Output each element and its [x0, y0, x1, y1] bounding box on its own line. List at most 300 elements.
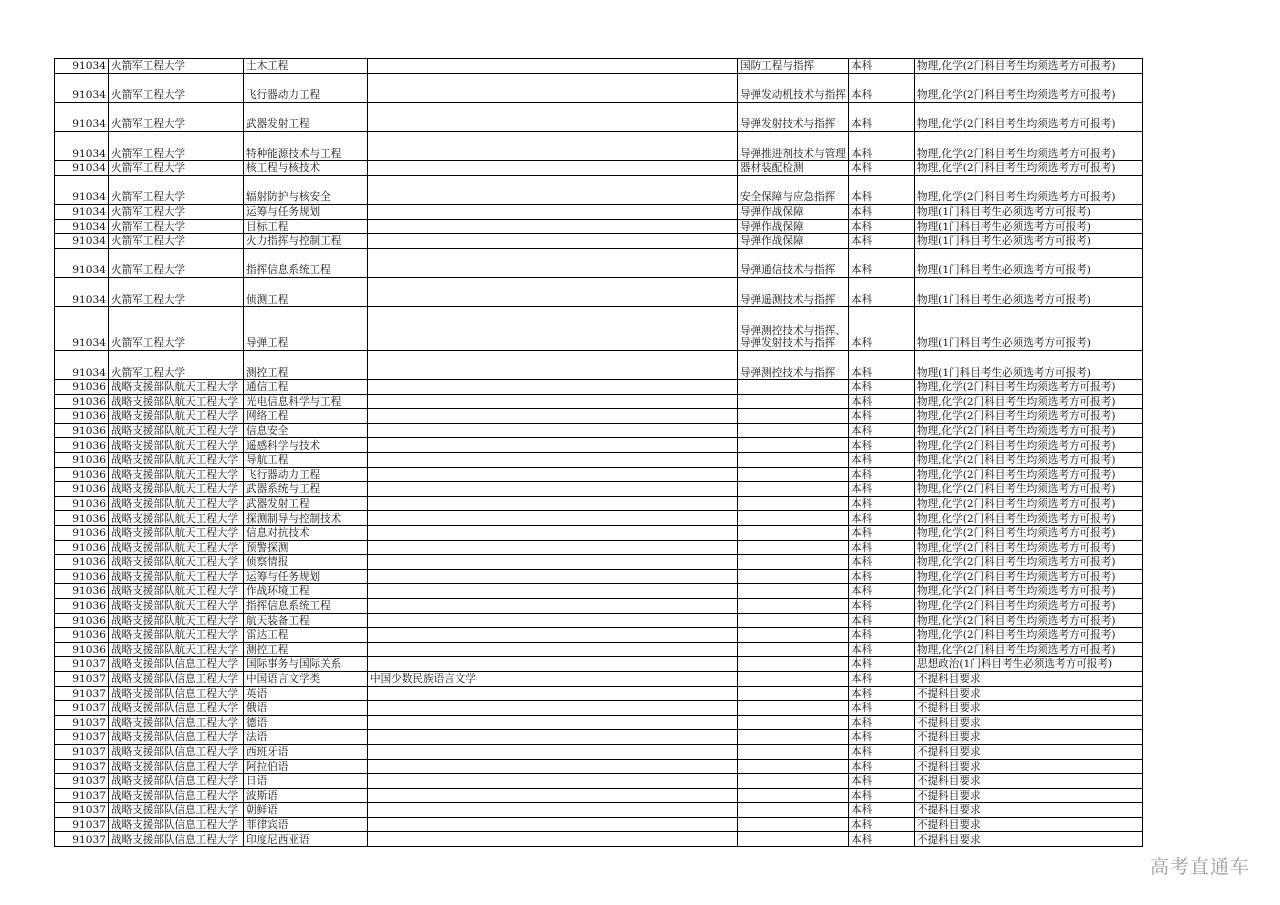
major-direction-cell — [738, 657, 849, 672]
institution-code-cell: 91034 — [55, 102, 109, 131]
major-direction-cell — [738, 759, 849, 774]
degree-level-cell: 本科 — [849, 526, 915, 541]
major-subtype-cell — [368, 409, 738, 424]
degree-level-cell: 本科 — [849, 131, 915, 160]
major-name-cell: 阿拉伯语 — [244, 759, 368, 774]
major-direction-cell — [738, 584, 849, 599]
major-name-cell: 测控工程 — [244, 642, 368, 657]
institution-code-cell: 91037 — [55, 759, 109, 774]
table-row — [55, 642, 1143, 657]
institution-code-cell: 91034 — [55, 248, 109, 277]
major-subtype-cell — [368, 496, 738, 511]
major-name-cell: 国际事务与国际关系 — [244, 657, 368, 672]
major-subtype-cell — [368, 701, 738, 716]
major-direction-cell — [738, 540, 849, 555]
major-name-cell: 飞行器动力工程 — [244, 467, 368, 482]
subject-requirement-cell: 不提科目要求 — [915, 686, 1143, 701]
table-row — [55, 730, 1143, 745]
major-subtype-cell — [368, 248, 738, 277]
major-direction-cell: 国防工程与指挥 — [738, 59, 849, 74]
major-subtype-cell — [368, 569, 738, 584]
major-name-cell: 探测制导与控制技术 — [244, 511, 368, 526]
degree-level-cell: 本科 — [849, 584, 915, 599]
major-subtype-cell — [368, 628, 738, 643]
subject-requirement-cell: 物理,化学(2门科目考生均须选考方可报考) — [915, 102, 1143, 131]
degree-level-cell: 本科 — [849, 453, 915, 468]
degree-level-cell: 本科 — [849, 350, 915, 379]
institution-code-cell: 91037 — [55, 774, 109, 789]
subject-requirement-cell: 物理,化学(2门科目考生均须选考方可报考) — [915, 628, 1143, 643]
degree-level-cell: 本科 — [849, 803, 915, 818]
degree-level-cell: 本科 — [849, 569, 915, 584]
subject-requirement-cell: 物理,化学(2门科目考生均须选考方可报考) — [915, 175, 1143, 204]
major-direction-cell — [738, 482, 849, 497]
major-subtype-cell — [368, 686, 738, 701]
institution-name-cell: 战略支援部队信息工程大学 — [109, 686, 244, 701]
degree-level-cell: 本科 — [849, 817, 915, 832]
degree-level-cell: 本科 — [849, 467, 915, 482]
admissions-table — [54, 58, 1143, 847]
major-subtype-cell — [368, 453, 738, 468]
institution-name-cell: 战略支援部队信息工程大学 — [109, 657, 244, 672]
major-direction-cell — [738, 526, 849, 541]
subject-requirement-cell: 物理,化学(2门科目考生均须选考方可报考) — [915, 131, 1143, 160]
major-name-cell: 英语 — [244, 686, 368, 701]
major-name-cell: 导弹工程 — [244, 307, 368, 351]
major-name-cell: 预警探测 — [244, 540, 368, 555]
degree-level-cell: 本科 — [849, 540, 915, 555]
subject-requirement-cell: 不提科目要求 — [915, 832, 1143, 847]
major-direction-cell: 导弹通信技术与指挥 — [738, 248, 849, 277]
institution-name-cell: 火箭军工程大学 — [109, 277, 244, 306]
subject-requirement-cell: 不提科目要求 — [915, 788, 1143, 803]
table-row — [55, 219, 1143, 234]
subject-requirement-cell: 物理,化学(2门科目考生均须选考方可报考) — [915, 496, 1143, 511]
degree-level-cell: 本科 — [849, 204, 915, 219]
institution-name-cell: 战略支援部队航天工程大学 — [109, 380, 244, 395]
institution-name-cell: 火箭军工程大学 — [109, 350, 244, 379]
table-row — [55, 613, 1143, 628]
institution-name-cell: 战略支援部队信息工程大学 — [109, 774, 244, 789]
degree-level-cell: 本科 — [849, 409, 915, 424]
subject-requirement-cell: 物理,化学(2门科目考生均须选考方可报考) — [915, 380, 1143, 395]
institution-code-cell: 91036 — [55, 511, 109, 526]
institution-code-cell: 91036 — [55, 526, 109, 541]
major-subtype-cell — [368, 277, 738, 306]
subject-requirement-cell: 物理,化学(2门科目考生均须选考方可报考) — [915, 540, 1143, 555]
major-subtype-cell — [368, 511, 738, 526]
subject-requirement-cell: 不提科目要求 — [915, 774, 1143, 789]
major-name-cell: 遥感科学与技术 — [244, 438, 368, 453]
institution-name-cell: 火箭军工程大学 — [109, 219, 244, 234]
major-subtype-cell — [368, 759, 738, 774]
table-row — [55, 803, 1143, 818]
major-name-cell: 航天装备工程 — [244, 613, 368, 628]
subject-requirement-cell: 不提科目要求 — [915, 759, 1143, 774]
major-name-cell: 侦测工程 — [244, 277, 368, 306]
subject-requirement-cell: 物理,化学(2门科目考生均须选考方可报考) — [915, 569, 1143, 584]
institution-name-cell: 火箭军工程大学 — [109, 102, 244, 131]
table-row — [55, 467, 1143, 482]
major-name-cell: 目标工程 — [244, 219, 368, 234]
institution-code-cell: 91036 — [55, 409, 109, 424]
degree-level-cell: 本科 — [849, 686, 915, 701]
institution-code-cell: 91036 — [55, 642, 109, 657]
major-subtype-cell — [368, 642, 738, 657]
major-name-cell: 运筹与任务规划 — [244, 204, 368, 219]
degree-level-cell: 本科 — [849, 380, 915, 395]
major-name-cell: 特种能源技术与工程 — [244, 131, 368, 160]
major-direction-cell: 导弹作战保障 — [738, 204, 849, 219]
table-row — [55, 277, 1143, 306]
major-subtype-cell — [368, 73, 738, 102]
institution-name-cell: 战略支援部队信息工程大学 — [109, 701, 244, 716]
degree-level-cell: 本科 — [849, 701, 915, 716]
institution-code-cell: 91036 — [55, 598, 109, 613]
major-subtype-cell — [368, 380, 738, 395]
table-row — [55, 438, 1143, 453]
subject-requirement-cell: 物理,化学(2门科目考生均须选考方可报考) — [915, 453, 1143, 468]
major-name-cell: 中国语言文学类 — [244, 671, 368, 686]
institution-name-cell: 战略支援部队航天工程大学 — [109, 526, 244, 541]
major-name-cell: 光电信息科学与工程 — [244, 394, 368, 409]
major-direction-cell — [738, 423, 849, 438]
institution-code-cell: 91036 — [55, 555, 109, 570]
table-row — [55, 394, 1143, 409]
major-subtype-cell — [368, 467, 738, 482]
institution-name-cell: 战略支援部队航天工程大学 — [109, 438, 244, 453]
institution-code-cell: 91036 — [55, 380, 109, 395]
institution-name-cell: 战略支援部队航天工程大学 — [109, 496, 244, 511]
table-row — [55, 482, 1143, 497]
major-name-cell: 火力指挥与控制工程 — [244, 234, 368, 249]
table-row — [55, 102, 1143, 131]
major-direction-cell — [738, 613, 849, 628]
degree-level-cell: 本科 — [849, 730, 915, 745]
degree-level-cell: 本科 — [849, 248, 915, 277]
major-direction-cell — [738, 598, 849, 613]
major-name-cell: 网络工程 — [244, 409, 368, 424]
institution-name-cell: 火箭军工程大学 — [109, 307, 244, 351]
subject-requirement-cell: 物理(1门科目考生必须选考方可报考) — [915, 234, 1143, 249]
major-direction-cell — [738, 744, 849, 759]
major-direction-cell: 导弹遥测技术与指挥 — [738, 277, 849, 306]
subject-requirement-cell: 物理(1门科目考生必须选考方可报考) — [915, 204, 1143, 219]
major-subtype-cell — [368, 526, 738, 541]
institution-name-cell: 战略支援部队航天工程大学 — [109, 569, 244, 584]
major-name-cell: 测控工程 — [244, 350, 368, 379]
institution-name-cell: 战略支援部队航天工程大学 — [109, 584, 244, 599]
institution-name-cell: 火箭军工程大学 — [109, 234, 244, 249]
subject-requirement-cell: 物理(1门科目考生必须选考方可报考) — [915, 219, 1143, 234]
table-row — [55, 350, 1143, 379]
institution-code-cell: 91037 — [55, 803, 109, 818]
major-direction-cell — [738, 715, 849, 730]
institution-name-cell: 火箭军工程大学 — [109, 204, 244, 219]
institution-code-cell: 91034 — [55, 219, 109, 234]
major-direction-cell — [738, 467, 849, 482]
institution-name-cell: 火箭军工程大学 — [109, 73, 244, 102]
subject-requirement-cell: 物理(1门科目考生必须选考方可报考) — [915, 350, 1143, 379]
institution-code-cell: 91034 — [55, 59, 109, 74]
institution-name-cell: 战略支援部队航天工程大学 — [109, 642, 244, 657]
subject-requirement-cell: 物理,化学(2门科目考生均须选考方可报考) — [915, 482, 1143, 497]
institution-name-cell: 战略支援部队信息工程大学 — [109, 803, 244, 818]
major-subtype-cell — [368, 774, 738, 789]
major-name-cell: 导航工程 — [244, 453, 368, 468]
institution-name-cell: 战略支援部队航天工程大学 — [109, 613, 244, 628]
institution-name-cell: 战略支援部队信息工程大学 — [109, 715, 244, 730]
major-direction-cell — [738, 394, 849, 409]
major-direction-cell — [738, 438, 849, 453]
degree-level-cell: 本科 — [849, 394, 915, 409]
degree-level-cell: 本科 — [849, 161, 915, 176]
major-name-cell: 核工程与核技术 — [244, 161, 368, 176]
major-subtype-cell — [368, 803, 738, 818]
institution-code-cell: 91034 — [55, 350, 109, 379]
table-row — [55, 59, 1143, 74]
institution-code-cell: 91036 — [55, 423, 109, 438]
subject-requirement-cell: 物理(1门科目考生必须选考方可报考) — [915, 248, 1143, 277]
major-subtype-cell — [368, 555, 738, 570]
degree-level-cell: 本科 — [849, 307, 915, 351]
major-subtype-cell — [368, 817, 738, 832]
major-subtype-cell — [368, 598, 738, 613]
institution-code-cell: 91034 — [55, 204, 109, 219]
institution-code-cell: 91036 — [55, 467, 109, 482]
major-subtype-cell — [368, 832, 738, 847]
major-direction-cell — [738, 555, 849, 570]
institution-code-cell: 91037 — [55, 744, 109, 759]
subject-requirement-cell: 物理,化学(2门科目考生均须选考方可报考) — [915, 409, 1143, 424]
major-name-cell: 朝鲜语 — [244, 803, 368, 818]
institution-code-cell: 91037 — [55, 701, 109, 716]
subject-requirement-cell: 不提科目要求 — [915, 744, 1143, 759]
institution-code-cell: 91037 — [55, 730, 109, 745]
major-direction-cell — [738, 671, 849, 686]
major-direction-cell — [738, 628, 849, 643]
subject-requirement-cell: 物理,化学(2门科目考生均须选考方可报考) — [915, 467, 1143, 482]
subject-requirement-cell: 不提科目要求 — [915, 701, 1143, 716]
institution-name-cell: 火箭军工程大学 — [109, 161, 244, 176]
institution-name-cell: 火箭军工程大学 — [109, 248, 244, 277]
major-name-cell: 运筹与任务规划 — [244, 569, 368, 584]
subject-requirement-cell: 物理,化学(2门科目考生均须选考方可报考) — [915, 584, 1143, 599]
degree-level-cell: 本科 — [849, 511, 915, 526]
table-row — [55, 307, 1143, 351]
subject-requirement-cell: 不提科目要求 — [915, 803, 1143, 818]
major-subtype-cell — [368, 161, 738, 176]
major-direction-cell: 导弹测控技术与指挥 — [738, 350, 849, 379]
major-subtype-cell — [368, 657, 738, 672]
institution-code-cell: 91036 — [55, 394, 109, 409]
major-direction-cell: 导弹发动机技术与指挥 — [738, 73, 849, 102]
major-subtype-cell — [368, 234, 738, 249]
institution-code-cell: 91037 — [55, 817, 109, 832]
major-subtype-cell — [368, 423, 738, 438]
table-row — [55, 657, 1143, 672]
degree-level-cell: 本科 — [849, 175, 915, 204]
table-row — [55, 540, 1143, 555]
major-subtype-cell — [368, 350, 738, 379]
degree-level-cell: 本科 — [849, 788, 915, 803]
institution-code-cell: 91034 — [55, 73, 109, 102]
degree-level-cell: 本科 — [849, 832, 915, 847]
table-row — [55, 774, 1143, 789]
institution-name-cell: 战略支援部队信息工程大学 — [109, 730, 244, 745]
major-name-cell: 俄语 — [244, 701, 368, 716]
table-row — [55, 788, 1143, 803]
institution-name-cell: 战略支援部队航天工程大学 — [109, 482, 244, 497]
degree-level-cell: 本科 — [849, 277, 915, 306]
institution-name-cell: 战略支援部队航天工程大学 — [109, 598, 244, 613]
major-direction-cell — [738, 380, 849, 395]
table-row — [55, 131, 1143, 160]
major-subtype-cell — [368, 438, 738, 453]
major-direction-cell: 器材装配检测 — [738, 161, 849, 176]
major-name-cell: 德语 — [244, 715, 368, 730]
major-direction-cell — [738, 511, 849, 526]
major-subtype-cell — [368, 584, 738, 599]
major-name-cell: 武器系统与工程 — [244, 482, 368, 497]
institution-code-cell: 91034 — [55, 161, 109, 176]
subject-requirement-cell: 不提科目要求 — [915, 730, 1143, 745]
subject-requirement-cell: 物理,化学(2门科目考生均须选考方可报考) — [915, 438, 1143, 453]
institution-code-cell: 91036 — [55, 628, 109, 643]
major-subtype-cell — [368, 540, 738, 555]
institution-name-cell: 战略支援部队航天工程大学 — [109, 555, 244, 570]
major-name-cell: 波斯语 — [244, 788, 368, 803]
major-name-cell: 雷达工程 — [244, 628, 368, 643]
subject-requirement-cell: 物理,化学(2门科目考生均须选考方可报考) — [915, 59, 1143, 74]
table-row — [55, 73, 1143, 102]
institution-code-cell: 91034 — [55, 234, 109, 249]
subject-requirement-cell: 不提科目要求 — [915, 715, 1143, 730]
institution-code-cell: 91037 — [55, 686, 109, 701]
institution-code-cell: 91037 — [55, 832, 109, 847]
institution-code-cell: 91037 — [55, 715, 109, 730]
institution-code-cell: 91034 — [55, 277, 109, 306]
major-direction-cell: 导弹作战保障 — [738, 234, 849, 249]
table-row — [55, 832, 1143, 847]
table-row — [55, 628, 1143, 643]
institution-code-cell: 91036 — [55, 482, 109, 497]
institution-name-cell: 战略支援部队航天工程大学 — [109, 409, 244, 424]
institution-name-cell: 战略支援部队航天工程大学 — [109, 423, 244, 438]
major-name-cell: 武器发射工程 — [244, 496, 368, 511]
major-name-cell: 法语 — [244, 730, 368, 745]
major-subtype-cell — [368, 788, 738, 803]
major-name-cell: 侦察情报 — [244, 555, 368, 570]
table-row — [55, 526, 1143, 541]
institution-name-cell: 战略支援部队信息工程大学 — [109, 817, 244, 832]
subject-requirement-cell: 物理(1门科目考生必须选考方可报考) — [915, 277, 1143, 306]
major-name-cell: 西班牙语 — [244, 744, 368, 759]
major-subtype-cell — [368, 219, 738, 234]
degree-level-cell: 本科 — [849, 482, 915, 497]
major-direction-cell — [738, 701, 849, 716]
institution-code-cell: 91034 — [55, 131, 109, 160]
degree-level-cell: 本科 — [849, 59, 915, 74]
major-subtype-cell — [368, 744, 738, 759]
table-row — [55, 759, 1143, 774]
degree-level-cell: 本科 — [849, 759, 915, 774]
major-direction-cell — [738, 496, 849, 511]
major-direction-cell — [738, 774, 849, 789]
subject-requirement-cell: 物理,化学(2门科目考生均须选考方可报考) — [915, 642, 1143, 657]
degree-level-cell: 本科 — [849, 613, 915, 628]
institution-name-cell: 战略支援部队信息工程大学 — [109, 744, 244, 759]
major-direction-cell — [738, 409, 849, 424]
degree-level-cell: 本科 — [849, 102, 915, 131]
table-row — [55, 496, 1143, 511]
institution-name-cell: 战略支援部队信息工程大学 — [109, 759, 244, 774]
institution-code-cell: 91036 — [55, 438, 109, 453]
table-row — [55, 715, 1143, 730]
major-subtype-cell — [368, 102, 738, 131]
institution-name-cell: 战略支援部队信息工程大学 — [109, 832, 244, 847]
subject-requirement-cell: 物理,化学(2门科目考生均须选考方可报考) — [915, 526, 1143, 541]
table-row — [55, 555, 1143, 570]
table-row — [55, 569, 1143, 584]
major-direction-cell — [738, 569, 849, 584]
table-row — [55, 584, 1143, 599]
major-name-cell: 指挥信息系统工程 — [244, 598, 368, 613]
major-subtype-cell — [368, 131, 738, 160]
degree-level-cell: 本科 — [849, 774, 915, 789]
degree-level-cell: 本科 — [849, 744, 915, 759]
table-row — [55, 380, 1143, 395]
table-body — [55, 59, 1143, 847]
degree-level-cell: 本科 — [849, 423, 915, 438]
table-row — [55, 248, 1143, 277]
major-subtype-cell — [368, 730, 738, 745]
degree-level-cell: 本科 — [849, 73, 915, 102]
major-name-cell: 印度尼西亚语 — [244, 832, 368, 847]
institution-code-cell: 91036 — [55, 540, 109, 555]
major-name-cell: 菲律宾语 — [244, 817, 368, 832]
institution-code-cell: 91036 — [55, 569, 109, 584]
major-direction-cell: 导弹发射技术与指挥 — [738, 102, 849, 131]
major-subtype-cell — [368, 394, 738, 409]
major-name-cell: 飞行器动力工程 — [244, 73, 368, 102]
degree-level-cell: 本科 — [849, 598, 915, 613]
institution-name-cell: 战略支援部队信息工程大学 — [109, 788, 244, 803]
major-direction-cell: 导弹推进剂技术与管理 — [738, 131, 849, 160]
institution-name-cell: 火箭军工程大学 — [109, 131, 244, 160]
subject-requirement-cell: 不提科目要求 — [915, 671, 1143, 686]
major-direction-cell — [738, 803, 849, 818]
major-subtype-cell — [368, 204, 738, 219]
table-row — [55, 686, 1143, 701]
major-direction-cell — [738, 817, 849, 832]
subject-requirement-cell: 思想政治(1门科目考生必须选考方可报考) — [915, 657, 1143, 672]
institution-code-cell: 91037 — [55, 657, 109, 672]
institution-name-cell: 火箭军工程大学 — [109, 175, 244, 204]
major-name-cell: 辐射防护与核安全 — [244, 175, 368, 204]
table-row — [55, 511, 1143, 526]
institution-code-cell: 91037 — [55, 671, 109, 686]
major-subtype-cell — [368, 715, 738, 730]
institution-name-cell: 战略支援部队航天工程大学 — [109, 394, 244, 409]
table-row — [55, 409, 1143, 424]
institution-code-cell: 91034 — [55, 175, 109, 204]
watermark-text: 高考直通车 — [1149, 856, 1250, 878]
major-subtype-cell — [368, 59, 738, 74]
institution-name-cell: 战略支援部队航天工程大学 — [109, 453, 244, 468]
major-direction-cell: 导弹作战保障 — [738, 219, 849, 234]
subject-requirement-cell: 物理,化学(2门科目考生均须选考方可报考) — [915, 555, 1143, 570]
